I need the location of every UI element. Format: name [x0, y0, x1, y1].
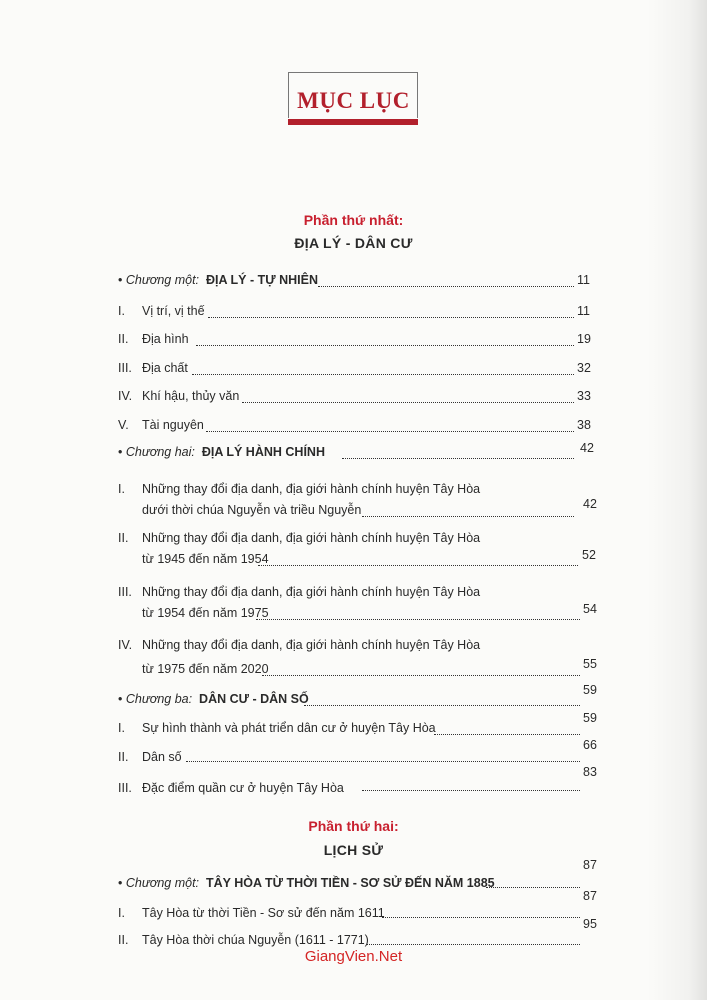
dot-leader [366, 944, 580, 945]
item-label: Sự hình thành và phát triển dân cư ở huyện Tây Hòa [142, 721, 436, 735]
dot-leader [434, 734, 580, 735]
item-label: Tây Hòa từ thời Tiền - Sơ sử đến năm 1611 [142, 906, 385, 920]
page-number: 54 [583, 602, 597, 616]
dot-leader [382, 917, 580, 918]
title-underline [288, 119, 418, 125]
chapter-heading: • Chương một: TÂY HÒA TỪ THỜI TIỀN - SƠ SỬ ĐẾN NĂM 1885 [118, 876, 495, 890]
page-number: 38 [577, 418, 591, 432]
page-number: 59 [583, 711, 597, 725]
page-number: 83 [583, 765, 597, 779]
part1-label: Phần thứ nhất: [303, 212, 404, 228]
page-number: 11 [577, 304, 590, 318]
chapter-heading: • Chương hai: ĐỊA LÝ HÀNH CHÍNH [118, 445, 325, 459]
page-number: 32 [577, 361, 591, 375]
dot-leader [186, 761, 580, 762]
dot-leader [342, 458, 574, 459]
page-number: 87 [583, 889, 597, 903]
page-number: 33 [577, 389, 591, 403]
item-label: Những thay đổi địa danh, địa giới hành chính huyện Tây Hòa [142, 531, 481, 545]
dot-leader [362, 516, 574, 517]
page-number: 52 [582, 548, 596, 562]
dot-leader [256, 619, 580, 620]
item-label: Tài nguyên [142, 418, 204, 432]
dot-leader [318, 286, 574, 287]
item-label-line2: từ 1945 đến năm 1954 [142, 552, 269, 566]
part2-label: Phần thứ hai: [308, 818, 399, 834]
page-number: 87 [583, 858, 597, 872]
dot-leader [206, 431, 574, 432]
dot-leader [362, 790, 580, 791]
item-label: Địa hình [142, 332, 189, 346]
item-label-line2: từ 1954 đến năm 1975 [142, 606, 269, 620]
dot-leader [242, 402, 574, 403]
page-number: 19 [577, 332, 591, 346]
chapter-heading: • Chương ba: DÂN CƯ - DÂN SỐ [118, 692, 309, 706]
item-label-line2: dưới thời chúa Nguyễn và triều Nguyễn [142, 503, 362, 517]
dot-leader [486, 887, 580, 888]
item-label: Tây Hòa thời chúa Nguyễn (1611 - 1771) [142, 933, 369, 947]
item-label: Những thay đổi địa danh, địa giới hành chính huyện Tây Hòa [142, 585, 481, 599]
chapter-heading: • Chương một: ĐỊA LÝ - TỰ NHIÊN [118, 273, 318, 287]
dot-leader [196, 345, 574, 346]
page-title: MỤC LỤC [297, 88, 410, 113]
part1-title: ĐỊA LÝ - DÂN CƯ [294, 235, 413, 251]
page-number: 55 [583, 657, 597, 671]
dot-leader [258, 565, 578, 566]
page-number: 42 [583, 497, 597, 511]
item-label: Dân số [142, 750, 182, 764]
page-number: 11 [577, 273, 590, 287]
page-number: 42 [580, 441, 594, 455]
item-label: Đặc điểm quần cư ở huyện Tây Hòa [142, 781, 344, 795]
dot-leader [208, 317, 574, 318]
item-label: Những thay đổi địa danh, địa giới hành chính huyện Tây Hòa [142, 482, 481, 496]
watermark-text: GiangVien.Net [304, 948, 403, 965]
item-label: Địa chất [142, 361, 188, 375]
dot-leader [262, 675, 580, 676]
item-label-line2: từ 1975 đến năm 2020 [142, 662, 269, 676]
dot-leader [192, 374, 574, 375]
part2-title: LỊCH SỬ [323, 842, 384, 858]
item-label: Khí hậu, thủy văn [142, 389, 240, 403]
item-label: Vị trí, vị thế [142, 304, 205, 318]
dot-leader [304, 705, 580, 706]
page-number: 59 [583, 683, 597, 697]
page-number: 95 [583, 917, 597, 931]
item-label: Những thay đổi địa danh, địa giới hành chính huyện Tây Hòa [142, 638, 481, 652]
page-number: 66 [583, 738, 597, 752]
